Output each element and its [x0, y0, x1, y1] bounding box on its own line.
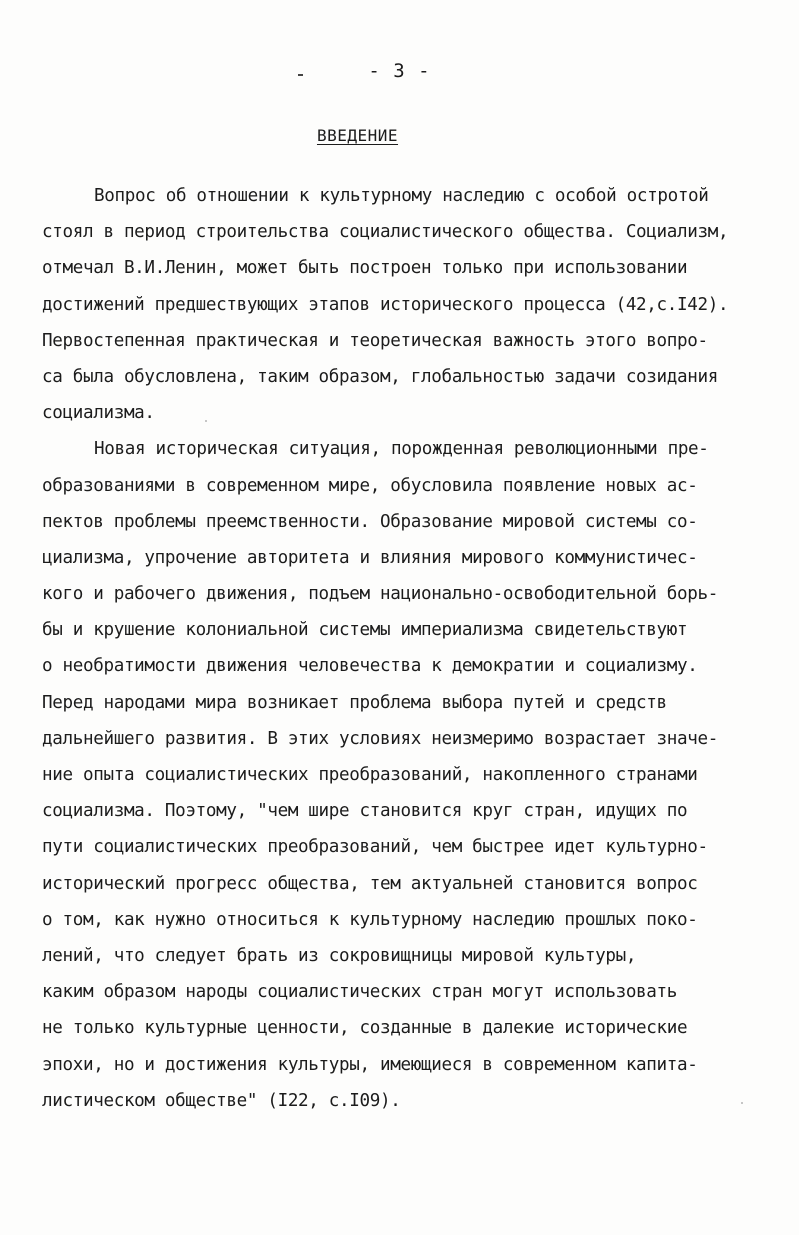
- scan-speck: [741, 1102, 743, 1104]
- paragraph-line: Перед народами мира возникает проблема выбора путей и средств: [42, 692, 667, 713]
- scan-speck: [205, 420, 207, 422]
- paragraph-line: стоял в период строительства социалистического общества. Социализм,: [42, 222, 729, 243]
- paragraph-line: социализма. Поэтому, "чем шире становится круг стран, идущих по: [42, 801, 688, 822]
- paragraph-line: Новая историческая ситуация, порожденная революционными пре-: [94, 439, 709, 460]
- paragraph-line: образованиями в современном мире, обусловила появление новых ас-: [42, 475, 698, 496]
- paragraph-line: о том, как нужно относиться к культурному наследию прошлых поко-: [42, 909, 698, 930]
- paragraph-line: отмечал В.И.Ленин, может быть построен только при использовании: [42, 258, 688, 279]
- paragraph-line: достижений предшествующих этапов исторического процесса (42,с.I42).: [42, 294, 729, 315]
- body-text: [42, 178, 772, 1119]
- paragraph-line: дальнейшего развития. В этих условиях неизмеримо возрастает значе-: [42, 728, 718, 749]
- page-mark: [298, 74, 303, 76]
- page-number: [0, 60, 799, 82]
- paragraph-line: бы и крушение колониальной системы империализма свидетельствуют: [42, 620, 688, 641]
- paragraph-line: лений, что следует брать из сокровищницы мировой культуры,: [42, 945, 637, 966]
- paragraph-line: ние опыта социалистических преобразований, накопленного странами: [42, 765, 698, 785]
- paragraph-line: социализма.: [42, 403, 155, 424]
- page-title: ВВЕДЕНИЕ: [316, 126, 399, 145]
- paragraph-line: пектов проблемы преемственности. Образование мировой системы со-: [42, 511, 698, 532]
- paragraph-line: пути социалистических преобразований, чем быстрее идет культурно-: [42, 837, 708, 858]
- paragraph-line: каким образом народы социалистических стран могут использовать: [42, 982, 678, 1003]
- paragraph-line: исторический прогресс общества, тем актуальней становится вопрос: [42, 873, 698, 894]
- paragraph-line: Первостепенная практическая и теоретическая важность этого вопро-: [42, 330, 708, 351]
- paragraph-line: циализма, упрочение авторитета и влияния мирового коммунистичес-: [42, 547, 698, 568]
- paragraph-line: Вопрос об отношении к культурному наследию с особой остротой: [94, 186, 709, 206]
- paragraph-line: о необратимости движения человечества к демократии и социализму.: [42, 656, 698, 677]
- paragraph-line: са была обусловлена, таким образом, глобальностью задачи созидания: [42, 366, 718, 387]
- paragraph-line: эпохи, но и достижения культуры, имеющиеся в современном капита-: [42, 1054, 698, 1075]
- page-number-text: - 3 -: [368, 60, 431, 82]
- paragraph-line: листическом обществе" (I22, с.I09).: [42, 1090, 401, 1111]
- paragraph-line: не только культурные ценности, созданные в далекие исторические: [42, 1018, 688, 1039]
- paragraph-line: кого и рабочего движения, подъем национально-освободительной борь-: [42, 584, 718, 605]
